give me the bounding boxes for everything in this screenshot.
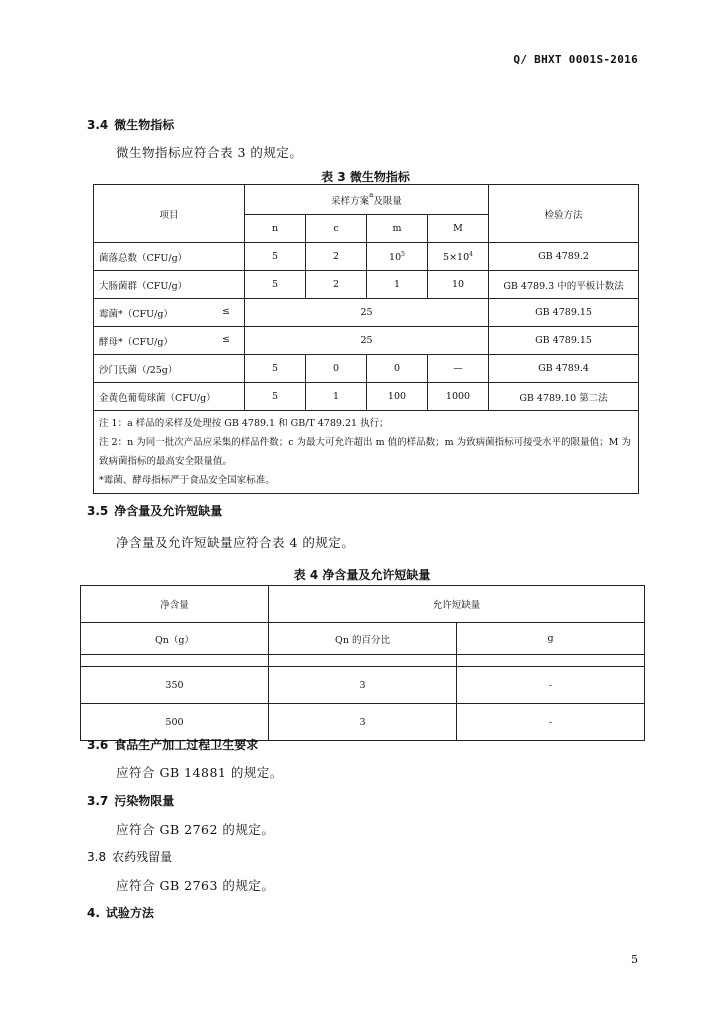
- subheader-m: m: [367, 215, 428, 243]
- table-3-title: 表 3 微生物指标: [321, 170, 410, 184]
- section-3-5-heading: [87, 502, 222, 519]
- section-3-4-text: 微生物指标应符合表 3 的规定。: [116, 145, 303, 160]
- table-3-notes-row: [94, 411, 639, 494]
- header-qn-unit: Qn（g）: [81, 623, 269, 655]
- section-3-7-heading: [87, 792, 174, 809]
- section-number: 3.5: [87, 504, 109, 518]
- header-method: 检验方法: [489, 185, 639, 243]
- note-1: 注 1：a 样品的采样及处理按 GB 4789.1 和 GB/T 4789.21 执行；: [99, 418, 389, 429]
- table-row: 大肠菌群（CFU/g） 5 2 1 10 GB 4789.3 中的平板计数法: [94, 271, 639, 299]
- section-3-6-heading: [87, 736, 258, 753]
- header-allowed-shortage: 允许短缺量: [269, 586, 645, 623]
- section-title: 污染物限量: [114, 794, 175, 808]
- note-2: 注 2：n 为同一批次产品应采集的样品件数；c 为最大可允许超出 m 值的样品数；m 为致病菌指标可接受水平的限量值；M 为致病菌指标的最高安全限量值。: [99, 437, 631, 467]
- section-number: 3.6: [87, 738, 109, 752]
- section-3-6-text: 应符合 GB 14881 的规定。: [116, 765, 283, 780]
- table-4-spacer-row: [81, 655, 645, 667]
- section-title: 微生物指标: [114, 118, 175, 132]
- page-number: 5: [631, 953, 638, 966]
- table-row: 菌落总数（CFU/g） 5 2 $10^5$ $5\times 10^4$ GB 4789.2: [94, 243, 639, 271]
- section-title: 净含量及允许短缺量: [114, 504, 223, 518]
- table-row: 沙门氏菌（/25g） 5 0 0 — GB 4789.4: [94, 355, 639, 383]
- header-net-content: 净含量: [81, 586, 269, 623]
- header-grams: g: [457, 623, 645, 655]
- section-3-8-heading: [87, 848, 172, 865]
- header-qn-percent: Qn 的百分比: [269, 623, 457, 655]
- table-3-header-row: [94, 185, 639, 215]
- subheader-M: M: [428, 215, 489, 243]
- table-3-notes: [94, 411, 639, 494]
- section-number: 4.: [87, 906, 100, 920]
- section-title: 农药残留量: [112, 850, 173, 864]
- table-row: 350 3 -: [81, 667, 645, 704]
- table-4-subheader-row: [81, 623, 645, 655]
- subheader-n: n: [245, 215, 306, 243]
- section-3-7-text: 应符合 GB 2762 的规定。: [116, 822, 275, 837]
- note-3: *霉菌、酵母指标严于食品安全国家标准。: [99, 475, 275, 486]
- table-row: 500 3 -: [81, 704, 645, 741]
- section-3-5-text: 净含量及允许短缺量应符合表 4 的规定。: [116, 535, 355, 550]
- section-3-4-heading: [87, 116, 174, 133]
- section-title: 食品生产加工过程卫生要求: [114, 738, 259, 752]
- section-number: 3.8: [87, 850, 107, 864]
- table-4-title: 表 4 净含量及允许短缺量: [293, 568, 431, 582]
- table-4-net-content: [80, 585, 645, 741]
- standard-code-header: Q/ BHXT 0001S-2016: [513, 53, 638, 66]
- table-4-header-row: [81, 586, 645, 623]
- table-row: 金黄色葡萄球菌（CFU/g） 5 1 100 1000 GB 4789.10 第二法: [94, 383, 639, 411]
- section-4-heading: [87, 904, 154, 921]
- subheader-c: c: [306, 215, 367, 243]
- table-row: 霉菌*（CFU/g） ≤ 25 GB 4789.15: [94, 299, 639, 327]
- section-title: 试验方法: [105, 906, 154, 920]
- header-sampling: 采样方案$^a$及限量: [245, 185, 489, 215]
- section-number: 3.7: [87, 794, 109, 808]
- table-row: 酵母*（CFU/g） ≤ 25 GB 4789.15: [94, 327, 639, 355]
- header-item: 项目: [94, 185, 245, 243]
- section-number: 3.4: [87, 118, 109, 132]
- table-3-microbiological: [93, 184, 639, 494]
- section-3-8-text: 应符合 GB 2763 的规定。: [116, 878, 275, 893]
